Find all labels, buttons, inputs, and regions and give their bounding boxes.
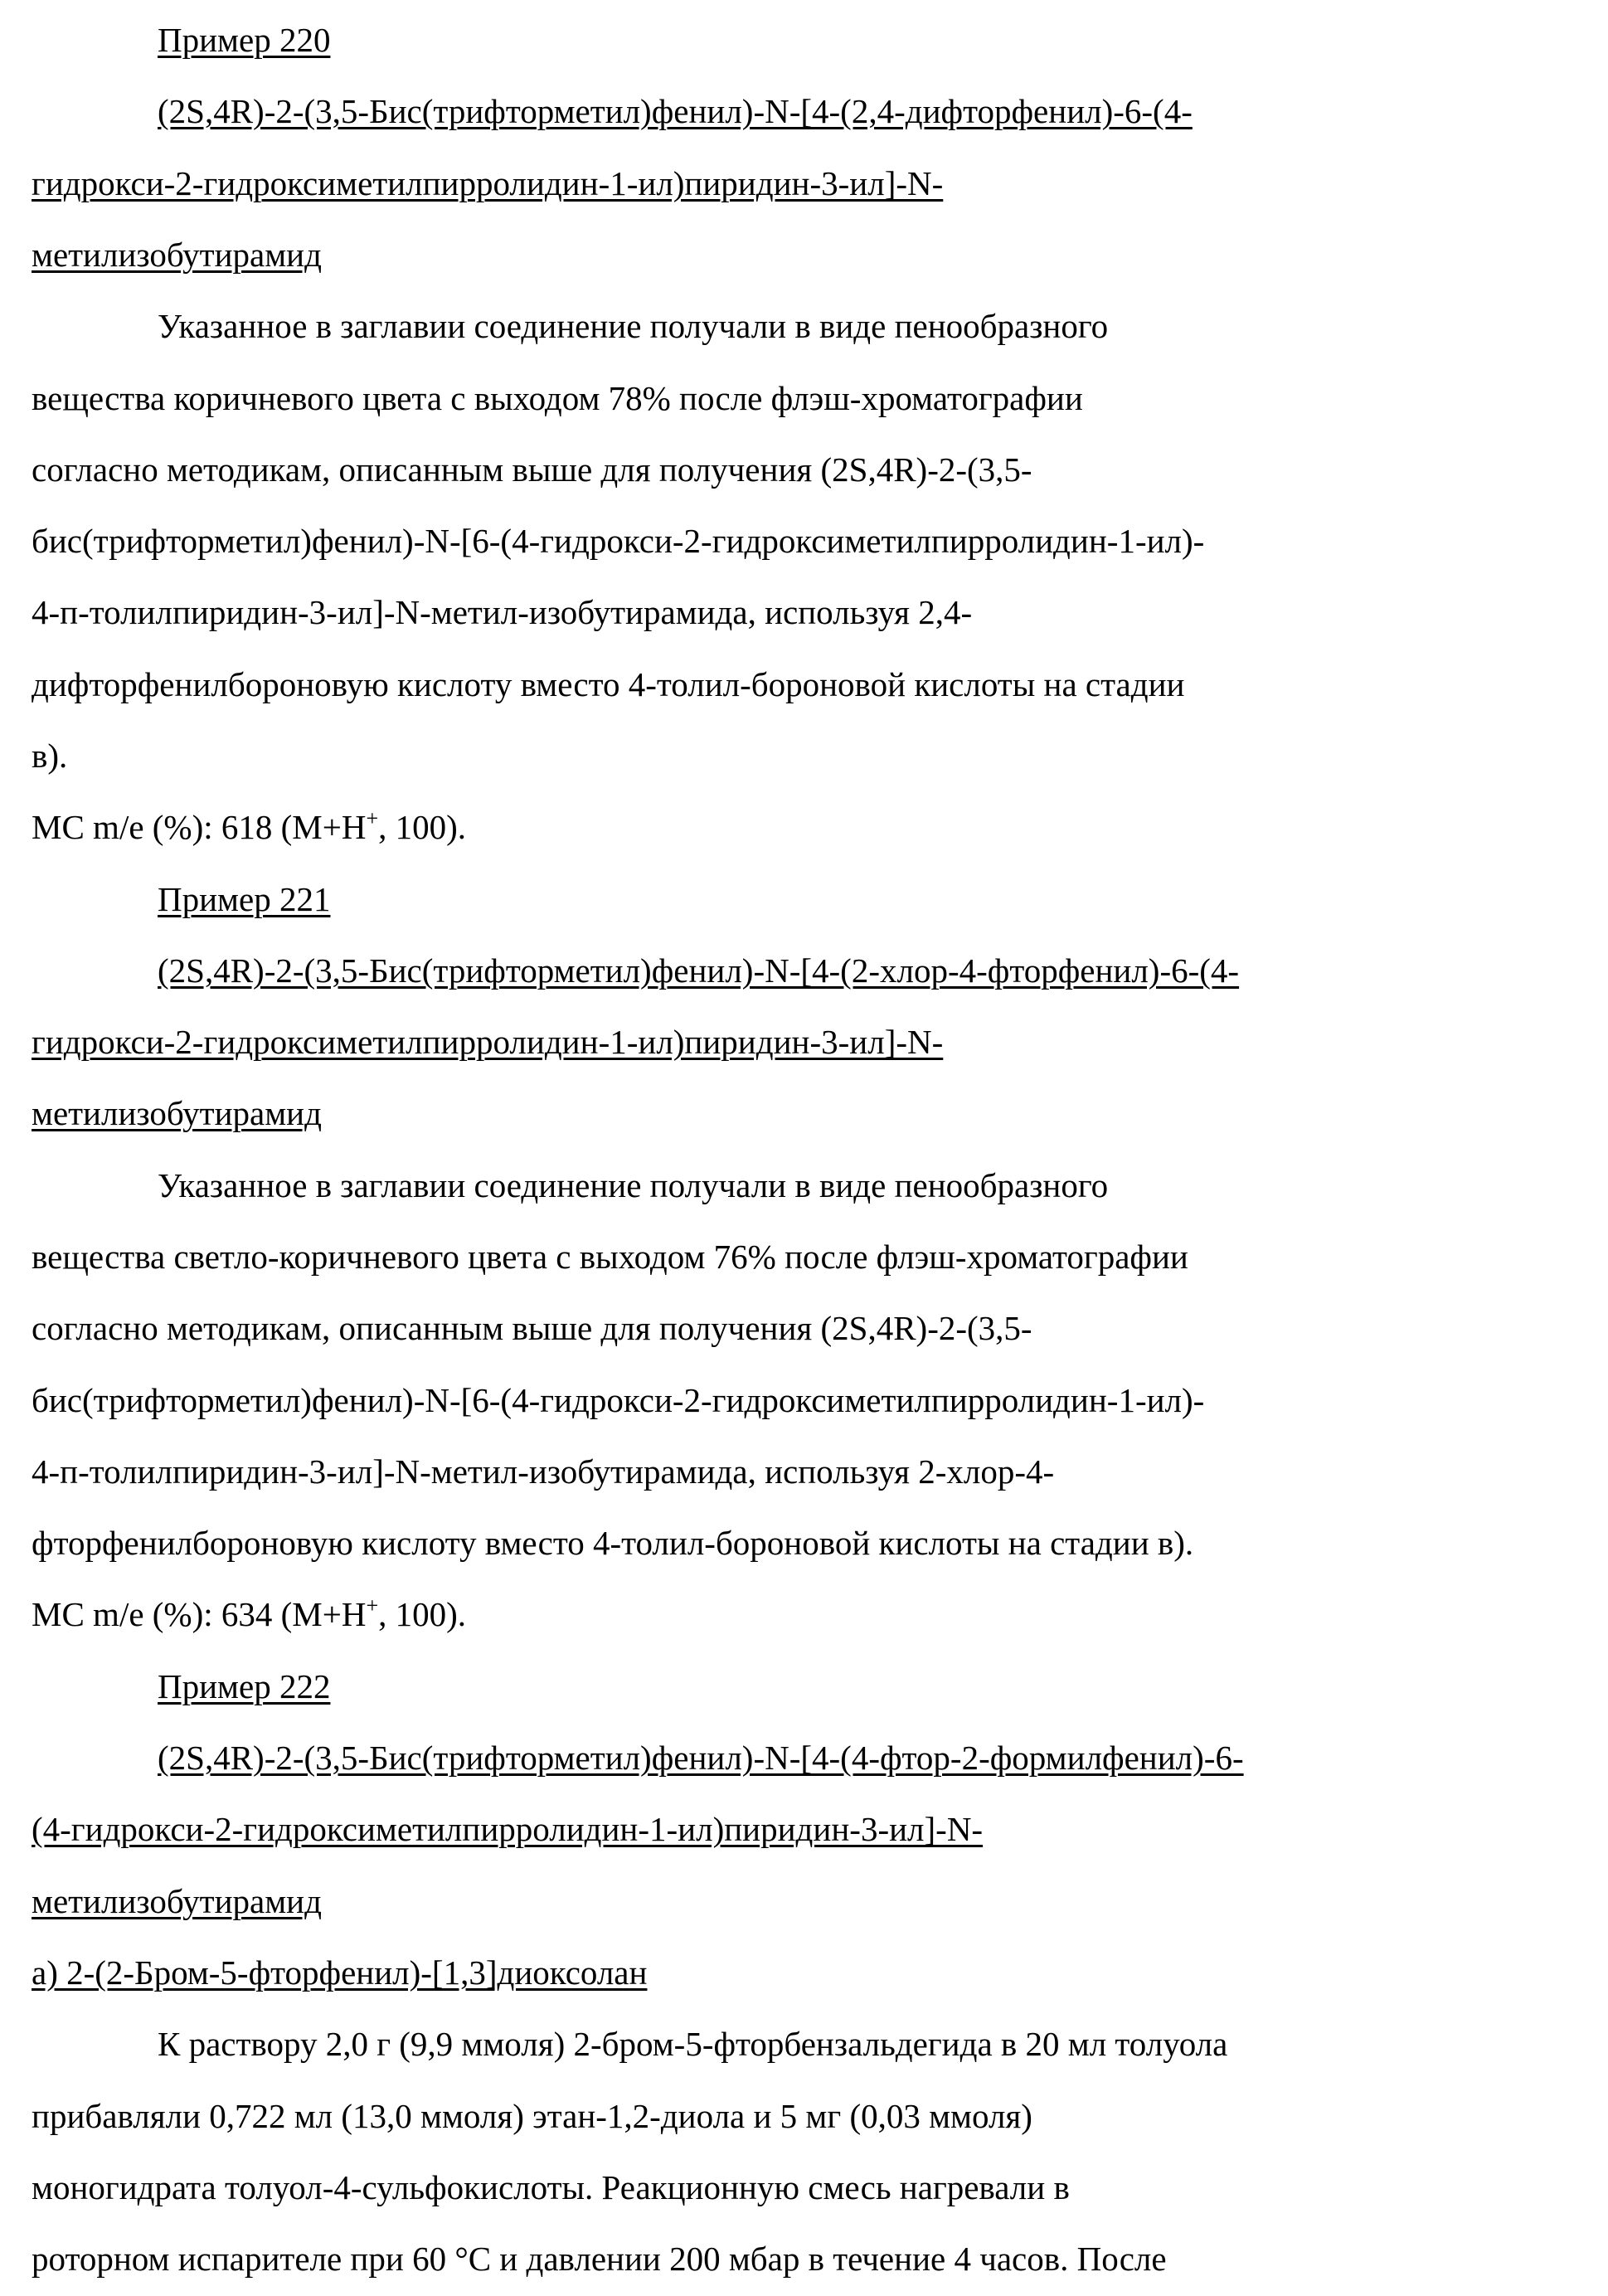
body-text-line: роторном испарителе при 60 °С и давлении 200 мбар в течение 4 часов. После <box>32 2238 1167 2279</box>
ms-prefix: МС m/e (%): 618 (M+H <box>32 808 366 846</box>
compound-title-line: (2S,4R)-2-(3,5-Бис(трифторметил)фенил)-N-[4-(4-фтор-2-формилфенил)-6- <box>158 1737 1244 1778</box>
body-text-line: фторфенилбороновую кислоту вместо 4-толил-бороновой кислоты на стадии в). <box>32 1522 1193 1564</box>
body-text-line: согласно методикам, описанным выше для получения (2S,4R)-2-(3,5- <box>32 449 1032 490</box>
ms-suffix: , 100). <box>378 808 466 846</box>
body-text-line: прибавляли 0,722 мл (13,0 ммоля) этан-1,2-диола и 5 мг (0,03 ммоля) <box>32 2095 1032 2137</box>
body-text-line: в). <box>32 735 67 776</box>
body-text-line: Указанное в заглавии соединение получали в виде пенообразного <box>158 305 1108 347</box>
example-heading: Пример 220 <box>158 19 330 61</box>
ms-prefix: МС m/e (%): 634 (M+H <box>32 1595 366 1633</box>
compound-title-line: гидрокси-2-гидроксиметилпирролидин-1-ил)пиридин-3-ил]-N- <box>32 1021 943 1063</box>
body-text-line: согласно методикам, описанным выше для получения (2S,4R)-2-(3,5- <box>32 1307 1032 1349</box>
ms-data-line <box>32 1593 466 1635</box>
compound-title-line: гидрокси-2-гидроксиметилпирролидин-1-ил)пиридин-3-ил]-N- <box>32 163 943 204</box>
body-text-line: вещества коричневого цвета с выходом 78% после флэш-хроматографии <box>32 377 1083 419</box>
example-heading: Пример 222 <box>158 1666 330 1707</box>
compound-title-line: (4-гидрокси-2-гидроксиметилпирролидин-1-ил)пиридин-3-ил]-N- <box>32 1808 983 1850</box>
body-text-line: К раствору 2,0 г (9,9 ммоля) 2-бром-5-фторбензальдегида в 20 мл толуола <box>158 2023 1227 2065</box>
ms-superscript: + <box>366 806 378 830</box>
body-text-line: вещества светло-коричневого цвета с выходом 76% после флэш-хроматографии <box>32 1236 1188 1277</box>
ms-superscript: + <box>366 1593 378 1617</box>
compound-title-line: (2S,4R)-2-(3,5-Бис(трифторметил)фенил)-N-[4-(2-хлор-4-фторфенил)-6-(4- <box>158 950 1239 991</box>
compound-title-line: метилизобутирамид <box>32 234 322 275</box>
compound-title-line: метилизобутирамид <box>32 1880 322 1922</box>
body-text-line: моногидрата толуол-4-сульфокислоты. Реакционную смесь нагревали в <box>32 2167 1070 2208</box>
body-text-line: 4-п-толилпиридин-3-ил]-N-метил-изобутирамида, используя 2,4- <box>32 591 972 633</box>
body-text-line: бис(трифторметил)фенил)-N-[6-(4-гидрокси-2-гидроксиметилпирролидин-1-ил)- <box>32 1379 1204 1421</box>
compound-title-line: метилизобутирамид <box>32 1092 322 1134</box>
ms-data-line <box>32 806 466 848</box>
body-text-line: Указанное в заглавии соединение получали в виде пенообразного <box>158 1165 1108 1206</box>
step-a-title: а) 2-(2-Бром-5-фторфенил)-[1,3]диоксолан <box>32 1952 647 1993</box>
body-text-line: дифторфенилбороновую кислоту вместо 4-толил-бороновой кислоты на стадии <box>32 664 1184 705</box>
example-heading: Пример 221 <box>158 878 330 920</box>
ms-suffix: , 100). <box>378 1595 466 1633</box>
body-text-line: 4-п-толилпиридин-3-ил]-N-метил-изобутирамида, используя 2-хлор-4- <box>32 1451 1054 1492</box>
body-text-line: бис(трифторметил)фенил)-N-[6-(4-гидрокси-2-гидроксиметилпирролидин-1-ил)- <box>32 520 1204 562</box>
compound-title-line: (2S,4R)-2-(3,5-Бис(трифторметил)фенил)-N-[4-(2,4-дифторфенил)-6-(4- <box>158 90 1193 132</box>
document-page <box>0 0 1608 2296</box>
